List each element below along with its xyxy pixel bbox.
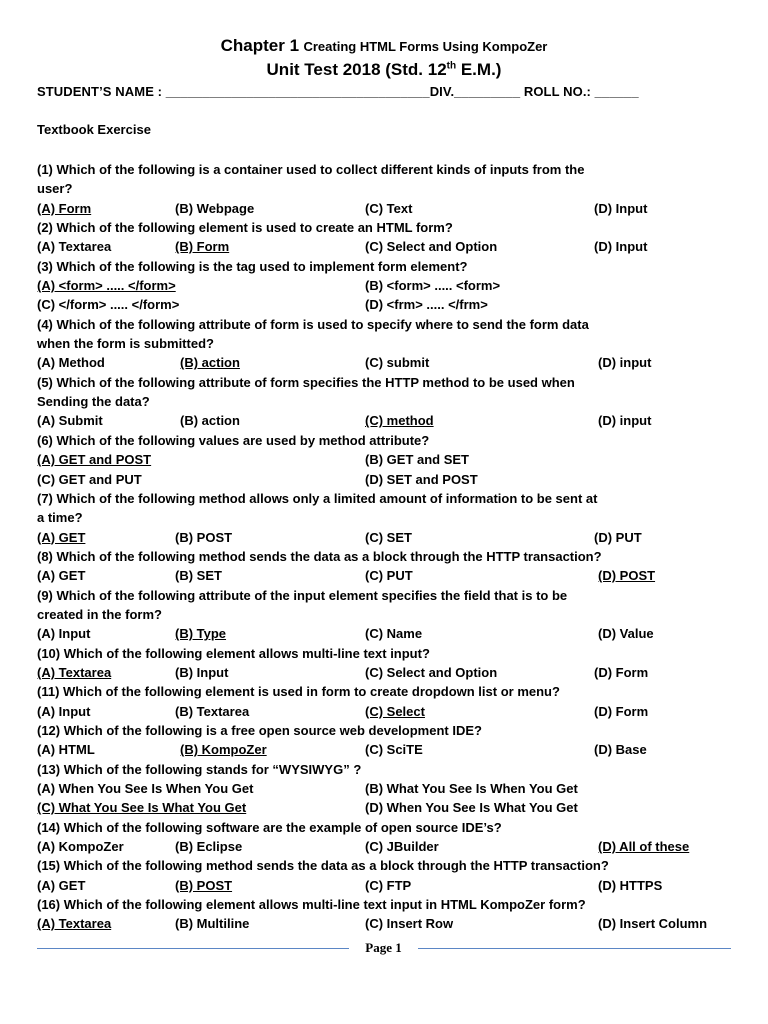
option-b: (B) Form: [175, 239, 230, 255]
chapter-number: Chapter 1: [220, 36, 300, 55]
option-c: (C) Name: [365, 626, 423, 642]
question-text: when the form is submitted?: [37, 336, 214, 352]
options-row: [37, 295, 737, 314]
footer-rule-left: [37, 948, 349, 949]
unit-test-heading: [0, 60, 768, 80]
options-row: [37, 276, 737, 295]
unit-test-text: Unit Test 2018 (Std. 12: [266, 60, 447, 79]
option-a: (A) Method: [37, 355, 105, 371]
question-text: (4) Which of the following attribute of form is used to specify where to send the form data: [37, 316, 589, 332]
options-row: [37, 798, 737, 817]
question-text: (6) Which of the following values are used by method attribute?: [37, 432, 430, 448]
option-b: (B) action: [180, 355, 240, 371]
option-c: (C) GET and PUT: [37, 471, 142, 487]
option-a: (A) When You See Is When You Get: [37, 781, 254, 796]
options-row: [37, 237, 737, 256]
options-row: [37, 470, 737, 489]
options-row: [37, 624, 737, 643]
option-d: (D) <frm> ..... </frm>: [365, 297, 488, 313]
option-b: (B) Input: [175, 664, 229, 680]
option-a: (A) HTML: [37, 742, 95, 758]
option-c: (C) Insert Row: [365, 916, 454, 932]
option-d: (D) PUT: [594, 529, 642, 545]
option-a: (A) GET: [37, 529, 86, 545]
question-text: (1) Which of the following is a container used to collect different kinds of inputs from the: [37, 162, 585, 177]
option-d: (D) All of these: [598, 839, 690, 855]
option-d: (D) input: [598, 413, 652, 429]
option-d: (D) Form: [594, 703, 649, 719]
option-a: (A) GET and POST: [37, 452, 152, 468]
options-row: [37, 663, 737, 682]
question-text: (3) Which of the following is the tag used to implement form element?: [37, 258, 468, 274]
option-b: (B) GET and SET: [365, 452, 469, 468]
option-c: (C) method: [365, 413, 434, 429]
option-a: (A) Input: [37, 626, 91, 642]
options-row: [37, 914, 737, 933]
question-text: (2) Which of the following element is used to create an HTML form?: [37, 220, 453, 236]
options-row: [37, 450, 737, 469]
option-c: (C) submit: [365, 355, 430, 371]
option-a: (A) Textarea: [37, 664, 112, 680]
question-list: [37, 160, 737, 934]
option-b: (B) SET: [175, 568, 222, 584]
student-info-line: STUDENT’S NAME : ____________________________________DIV._________ ROLL NO.: ______: [37, 84, 639, 99]
option-a: (A) Textarea: [37, 916, 112, 932]
chapter-title: Creating HTML Forms Using KompoZer: [303, 39, 548, 54]
question-text: (16) Which of the following element allows multi-line text input in HTML KompoZer form?: [37, 897, 586, 913]
section-title: Textbook Exercise: [37, 122, 151, 137]
footer-rule-right: [418, 948, 731, 949]
question-text: (7) Which of the following method allows only a limited amount of information to be sent at: [37, 490, 598, 506]
option-d: (D) Form: [594, 664, 649, 680]
option-c: (C) PUT: [365, 568, 413, 584]
option-a: (A) KompoZer: [37, 839, 124, 855]
options-row: [37, 740, 737, 759]
option-a: (A) Form: [37, 200, 92, 216]
question-text: (10) Which of the following element allows multi-line text input?: [37, 645, 430, 661]
chapter-heading: [0, 36, 768, 56]
option-c: (C) FTP: [365, 877, 412, 893]
option-d: (D) POST: [598, 568, 656, 584]
option-a: (A) <form> ..... </form>: [37, 278, 176, 294]
unit-test-sup: th: [446, 60, 457, 72]
option-c: (C) Text: [365, 200, 413, 216]
option-c: (C) SciTE: [365, 742, 423, 758]
question-text: (12) Which of the following is a free open source web development IDE?: [37, 722, 482, 738]
page-number: Page 1: [365, 940, 402, 955]
option-d: (D) Input: [594, 200, 648, 216]
option-b: (B) action: [180, 413, 240, 429]
option-d: (D) SET and POST: [365, 471, 478, 487]
question-text: user?: [37, 181, 73, 197]
question-text: (5) Which of the following attribute of form specifies the HTTP method to be used when: [37, 374, 575, 390]
options-row: [37, 411, 737, 430]
option-a: (A) Textarea: [37, 239, 112, 255]
options-row: [37, 837, 737, 856]
option-d: (D) Value: [598, 626, 654, 642]
options-row: [37, 876, 737, 895]
unit-test-end: E.M.): [456, 60, 502, 79]
options-row: [37, 199, 737, 218]
question-text: created in the form?: [37, 606, 162, 622]
option-b: (B) Textarea: [175, 703, 250, 719]
option-d: (D) When You See Is What You Get: [365, 800, 578, 816]
option-c: (C) Select and Option: [365, 239, 498, 255]
option-b: (B) KompoZer: [180, 742, 267, 758]
option-b: (B) Webpage: [175, 200, 255, 216]
question-text: (13) Which of the following stands for “WYSIWYG” ?: [37, 761, 362, 777]
option-b: (B) What You See Is When You Get: [365, 781, 578, 796]
question-text: Sending the data?: [37, 394, 150, 410]
option-c: (C) Select: [365, 703, 425, 719]
question-text: (11) Which of the following element is used in form to create dropdown list or menu?: [37, 684, 560, 700]
option-b: (B) POST: [175, 877, 233, 893]
option-d: (D) Base: [594, 742, 647, 758]
question-text: (14) Which of the following software are the example of open source IDE’s?: [37, 819, 502, 835]
option-b: (B) Eclipse: [175, 839, 243, 855]
option-b: (B) Multiline: [175, 916, 250, 932]
option-c: (C) What You See Is What You Get: [37, 800, 247, 816]
option-c: (C) </form> ..... </form>: [37, 297, 180, 313]
option-b: (B) Type: [175, 626, 227, 642]
option-c: (C) Select and Option: [365, 664, 498, 680]
options-row: [37, 353, 737, 372]
option-a: (A) GET: [37, 568, 86, 584]
options-row: [37, 779, 737, 798]
option-d: (D) Insert Column: [598, 916, 708, 932]
options-row: [37, 528, 737, 547]
option-d: (D) input: [598, 355, 652, 371]
option-d: (D) HTTPS: [598, 877, 663, 893]
option-d: (D) Input: [594, 239, 648, 255]
question-text: (15) Which of the following method sends the data as a block through the HTTP transaction?: [37, 858, 609, 874]
options-row: [37, 702, 737, 721]
options-row: [37, 566, 737, 585]
option-a: (A) Input: [37, 703, 91, 719]
question-text: a time?: [37, 510, 83, 526]
option-b: (B) <form> ..... <form>: [365, 278, 501, 294]
question-text: (9) Which of the following attribute of the input element specifies the field that is to be: [37, 587, 568, 603]
option-a: (A) GET: [37, 877, 86, 893]
option-c: (C) SET: [365, 529, 412, 545]
option-a: (A) Submit: [37, 413, 103, 429]
option-c: (C) JBuilder: [365, 839, 439, 855]
option-b: (B) POST: [175, 529, 233, 545]
question-text: (8) Which of the following method sends the data as a block through the HTTP transaction?: [37, 548, 602, 564]
